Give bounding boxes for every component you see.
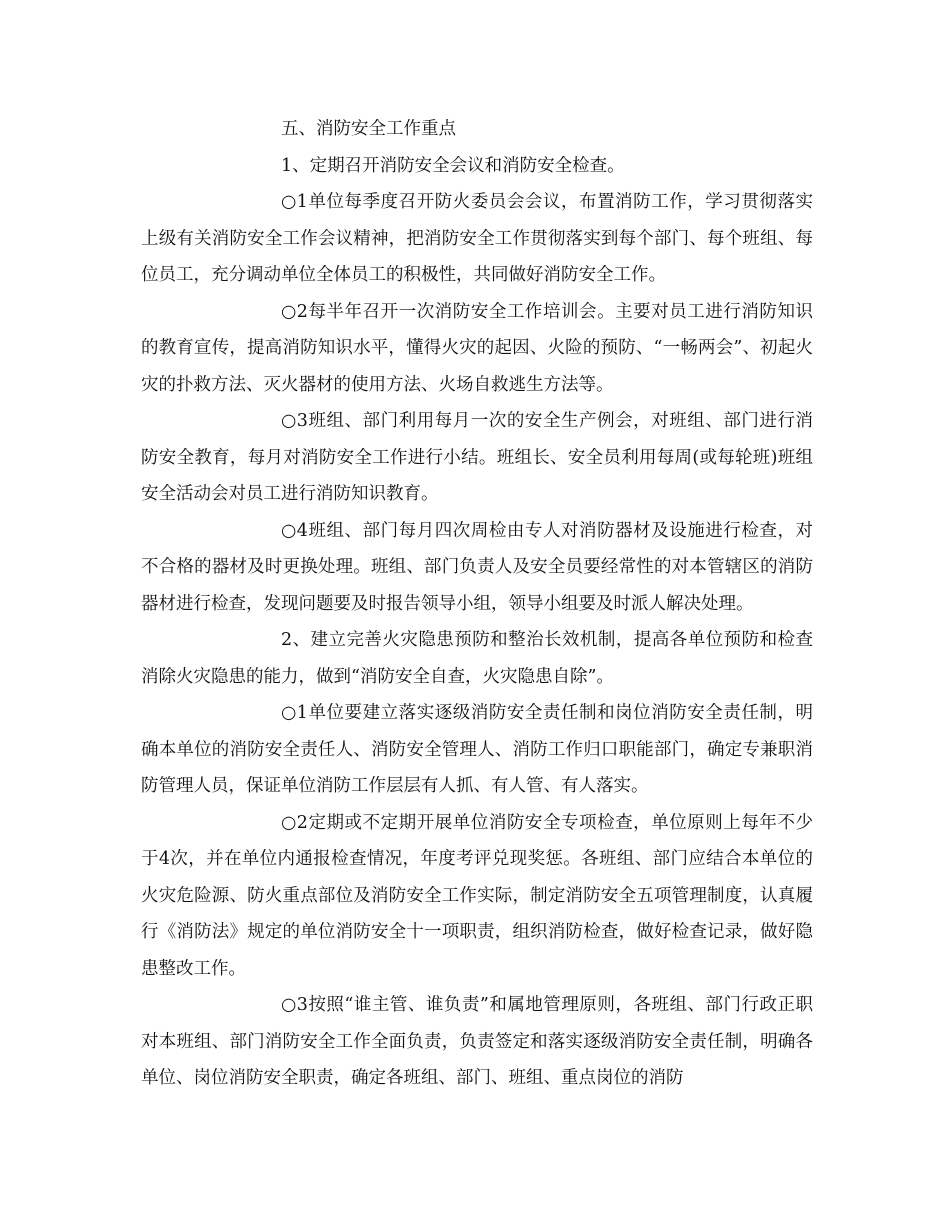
subsection-heading: 1、定期召开消防安全会议和消防安全检查。: [281, 155, 625, 176]
document-body: [141, 111, 813, 1097]
paragraph: ○3班组、部门利用每月一次的安全生产例会，对班组、部门进行消防安全教育，每月对消防安全工作进行小结。班组长、安全员利用每周(或每轮班)班组安全活动会对员工进行消防知识教育。: [141, 411, 813, 504]
paragraph: ○1单位要建立落实逐级消防安全责任制和岗位消防安全责任制，明确本单位的消防安全责任人、消防安全管理人、消防工作归口职能部门，确定专兼职消防管理人员，保证单位消防工作层层有人抓、有人管、有人落实。: [141, 703, 813, 796]
section-heading: 五、消防安全工作重点: [281, 119, 456, 139]
paragraph: ○2每半年召开一次消防安全工作培训会。主要对员工进行消防知识的教育宣传，提高消防知识水平，懂得火灾的起因、火险的预防、“一畅两会”、初起火灾的扑救方法、灭火器材的使用方法、火场自救逃生方法等。: [141, 301, 813, 395]
paragraph: ○4班组、部门每月四次周检由专人对消防器材及设施进行检查，对不合格的器材及时更换处理。班组、部门负责人及安全员要经常性的对本管辖区的消防器材进行检查，发现问题要及时报告领导小组，领导小组要及时派人解决处理。: [141, 520, 813, 614]
paragraph: ○1单位每季度召开防火委员会会议，布置消防工作，学习贯彻落实上级有关消防安全工作会议精神，把消防安全工作贯彻落实到每个部门、每个班组、每位员工，充分调动单位全体员工的积极性，共同做好消防安全工作。: [141, 192, 813, 285]
paragraph: ○2定期或不定期开展单位消防安全专项检查，单位原则上每年不少于4次，并在单位内通报检查情况，年度考评兑现奖惩。各班组、部门应结合本单位的火灾危险源、防火重点部位及消防安全工作实际，制定消防安全五项管理制度，认真履行《消防法》规定的单位消防安全十一项职责，组织消防检查，做好检查记录，做好隐患整改工作。: [141, 812, 813, 979]
subsection-heading: 2、建立完善火灾隐患预防和整治长效机制，提高各单位预防和检查消除火灾隐患的能力，做到“消防安全自查，火灾隐患自除”。: [141, 630, 813, 687]
paragraph: ○3按照“谁主管、谁负责”和属地管理原则，各班组、部门行政正职对本班组、部门消防安全工作全面负责，负责签定和落实逐级消防安全责任制，明确各单位、岗位消防安全职责，确定各班组、部门、班组、重点岗位的消防: [141, 995, 813, 1088]
